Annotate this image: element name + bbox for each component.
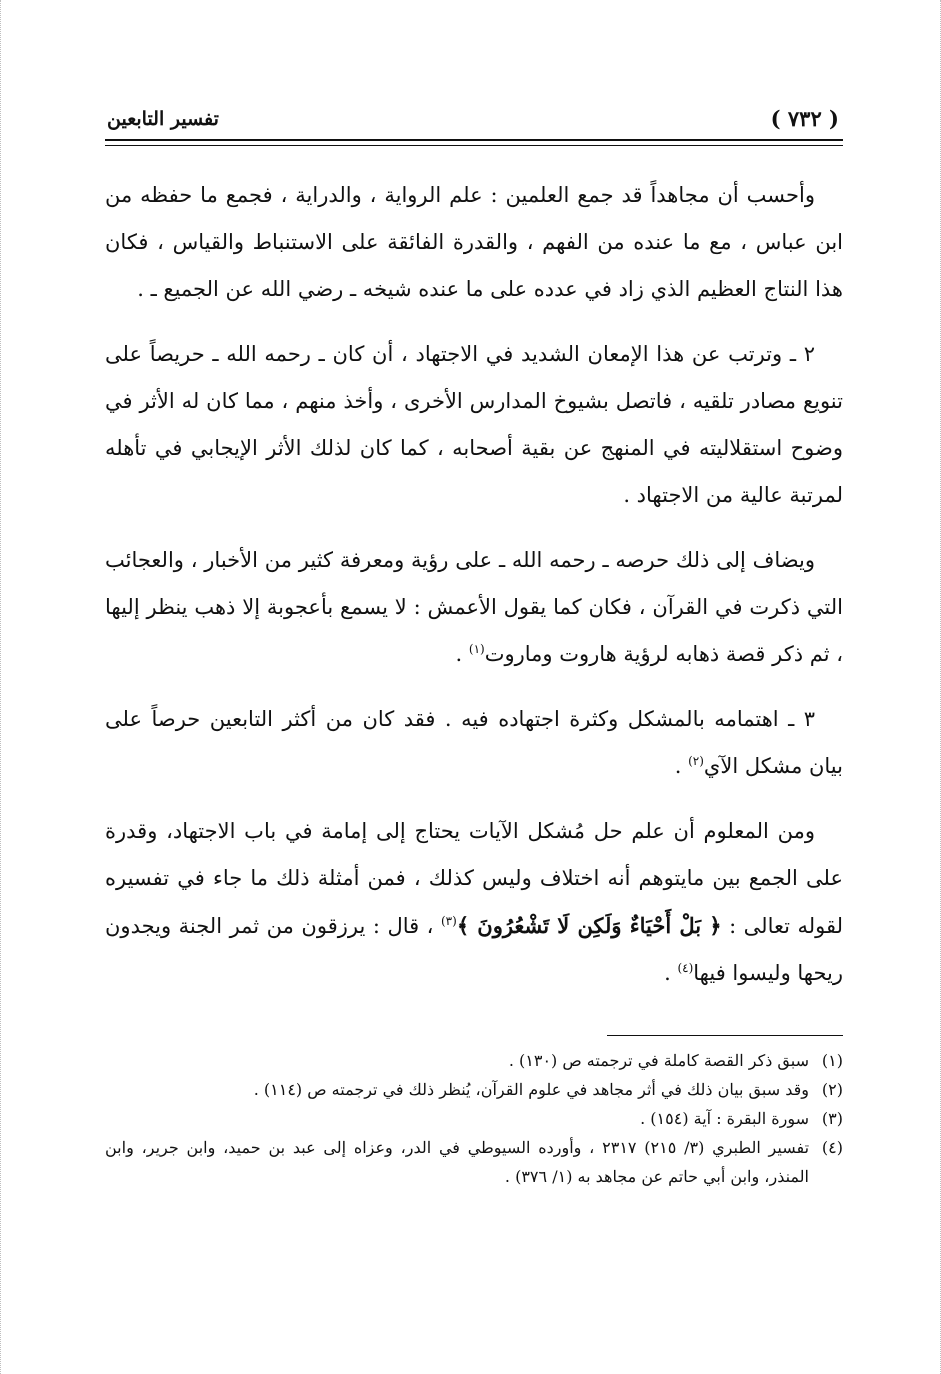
footnote-number: (١) [821, 1051, 843, 1070]
footnote-4 [105, 1133, 843, 1191]
footnote-2 [105, 1075, 843, 1104]
paragraph-4-end: . [674, 754, 689, 778]
paragraph-3-text: ويضاف إلى ذلك حرصه ـ رحمه الله ـ على رؤية ومعرفة كثير من الأخبار ، والعجائب التي ذكرت في القرآن ، فكان كما يقول الأعمش : لا يسمع بأعجوبة إلا ذهب ينظر إليها ، ثم ذكر قصة ذهابه لرؤية هاروت وماروت [105, 548, 843, 666]
footnote-number: (٤) [821, 1138, 843, 1157]
header-rule [105, 139, 843, 141]
paragraph-5 [105, 808, 843, 997]
page-number: ( ٧٣٢ ) [770, 106, 839, 131]
footnote-text: تفسير الطبري (٣/ ٢١٥) ٢٣١٧ ، وأورده السيوطي في الدر، وعزاه إلى عبد بن حميد، وابن جرير، وابن المنذر، وابن أبي حاتم عن مجاهد به (١/ ٣٧٦) . [105, 1138, 810, 1186]
paragraph-4-text: ٣ ـ اهتمامه بالمشكل وكثرة اجتهاده فيه . فقد كان من أكثر التابعين حرصاً على بيان مشكل الآي [105, 707, 843, 778]
paragraph-5-text-after: ، قال : يرزقون من ثمر الجنة ويجدون ريحها وليسوا فيها [105, 914, 843, 985]
quran-verse: ﴿ بَلْ أَحْيَاءٌ وَلَكِن لَا تَشْعُرُونَ ﴾ [456, 913, 722, 938]
paragraph-3-end: . [455, 642, 469, 666]
header-rule-thin [105, 145, 843, 146]
footnote-number: (٢) [821, 1080, 843, 1099]
paragraph-4 [105, 696, 843, 790]
footnotes [105, 1046, 843, 1191]
footnote-number: (٣) [821, 1109, 843, 1128]
footnote-ref-1[interactable]: (١) [468, 642, 485, 656]
footnote-3 [105, 1104, 843, 1133]
footnote-1 [105, 1046, 843, 1075]
paragraph-2: ٢ ـ وترتب عن هذا الإمعان الشديد في الاجتهاد ، أن كان ـ رحمه الله ـ حريصاً على تنويع مصادر تلقيه ، فاتصل بشيوخ المدارس الأخرى ، وأخذ منهم ، مما كان له الأثر في وضوح استقلاليته في المنهج عن بقية أصحابه ، كما كان لذلك الأثر الإيجابي في تأهله لمرتبة عالية من الاجتهاد . [105, 342, 843, 507]
footnote-separator [607, 1035, 843, 1036]
footnote-ref-4[interactable]: (٤) [677, 961, 694, 975]
footnote-ref-3[interactable]: (٣) [440, 914, 457, 928]
paragraph-3 [105, 537, 843, 678]
footnote-ref-2[interactable]: (٢) [688, 754, 704, 768]
footnote-text: وقد سبق بيان ذلك في أثر مجاهد في علوم القرآن، يُنظر ذلك في ترجمته ص (١١٤) . [253, 1080, 809, 1099]
main-text [105, 172, 843, 1015]
running-title: تفسير التابعين [107, 108, 219, 130]
paragraph-5-end: . [664, 961, 678, 985]
paragraph-5-text-before: ومن المعلوم أن علم حل مُشكل الآيات يحتاج إلى إمامة في باب الاجتهاد، وقدرة على الجمع بين مايتوهم أنه اختلاف وليس كذلك ، فمن أمثلة ذلك ما جاء في تفسيره لقوله تعالى : [105, 819, 844, 938]
footnote-text: سبق ذكر القصة كاملة في ترجمته ص (١٣٠) . [508, 1051, 809, 1070]
paragraph-1: وأحسب أن مجاهداً قد جمع العلمين : علم الرواية ، والدراية ، فجمع ما حفظه من ابن عباس ، مع ما عنده من الفهم ، والقدرة الفائقة على الاستنباط والقياس ، فكان هذا النتاج العظيم الذي زاد في عدده على ما عنده شيخه ـ رضي الله عن الجميع ـ . [105, 183, 843, 301]
footnote-text: سورة البقرة : آية (١٥٤) . [640, 1109, 809, 1128]
page-header [105, 104, 843, 140]
